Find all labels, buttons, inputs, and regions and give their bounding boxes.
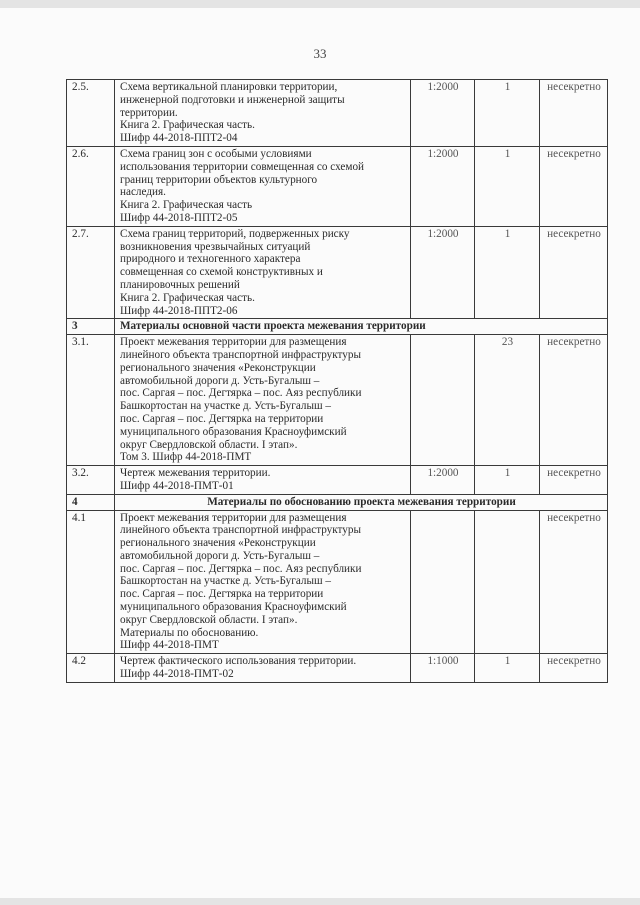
item-sheet-count: 23 [475, 335, 540, 466]
item-scale [411, 510, 475, 654]
description-line: регионального значения «Реконструкции [120, 361, 316, 374]
description-line: Материалы по обоснованию. [120, 626, 259, 639]
item-secrecy: несекретно [540, 654, 608, 683]
item-sheet-count: 1 [475, 80, 540, 147]
item-number: 4.1 [67, 510, 115, 654]
description-line: Проект межевания территории для размещения [120, 336, 347, 349]
description-line: автомобильной дороги д. Усть-Бугалыш – [120, 549, 320, 562]
description-line: округ Свердловской области. I этап». [120, 438, 298, 451]
description-line: Шифр 44-2018-ПМТ [120, 639, 219, 652]
section-number: 4 [67, 494, 115, 510]
item-sheet-count [475, 510, 540, 654]
item-number: 4.2 [67, 654, 115, 683]
description-line: муниципального образования Красноуфимский [120, 425, 347, 438]
section-number: 3 [67, 319, 115, 335]
item-scale: 1:2000 [411, 146, 475, 226]
description-line: использования территории совмещенная со схемой [120, 160, 365, 173]
description-line: природного и техногенного характера [120, 253, 301, 266]
description-line: Башкортостан на участке д. Усть-Бугалыш – [120, 575, 332, 588]
item-number: 3.1. [67, 335, 115, 466]
section-title: Материалы основной части проекта межевания территории [115, 319, 608, 335]
description-line: пос. Саргая – пос. Дегтярка на территории [120, 412, 324, 425]
description-line: Чертеж межевания территории. [120, 467, 271, 480]
item-sheet-count: 1 [475, 226, 540, 319]
description-line: пос. Саргая – пос. Дегтярка на территории [120, 588, 324, 601]
item-number: 2.5. [67, 80, 115, 147]
description-line: совмещенная со схемой конструктивных и [120, 266, 323, 279]
item-sheet-count: 1 [475, 466, 540, 495]
item-scale: 1:2000 [411, 226, 475, 319]
description-line: автомобильной дороги д. Усть-Бугалыш – [120, 374, 320, 387]
item-secrecy: несекретно [540, 466, 608, 495]
item-description [115, 80, 411, 147]
description-line: наследия. [120, 186, 166, 199]
description-line: муниципального образования Красноуфимский [120, 601, 347, 614]
description-line: Схема вертикальной планировки территории, [120, 81, 338, 93]
item-description [115, 466, 411, 495]
description-line: возникновения чрезвычайных ситуаций [120, 240, 311, 253]
item-description [115, 335, 411, 466]
item-description [115, 654, 411, 683]
description-line: границ территории объектов культурного [120, 173, 318, 186]
item-scale: 1:2000 [411, 80, 475, 147]
description-line: Шифр 44-2018-ППТ2-04 [120, 132, 238, 145]
description-line: Книга 2. Графическая часть. [120, 119, 255, 132]
item-description [115, 146, 411, 226]
description-line: регионального значения «Реконструкции [120, 537, 316, 550]
item-sheet-count: 1 [475, 654, 540, 683]
item-number: 3.2. [67, 466, 115, 495]
description-line: Книга 2. Графическая часть. [120, 291, 255, 304]
description-line: Шифр 44-2018-ПМТ-01 [120, 479, 234, 492]
description-line: территории. [120, 106, 178, 119]
description-line: линейного объекта транспортной инфраструктуры [120, 524, 361, 537]
description-line: Чертеж фактического использования территории. [120, 655, 357, 668]
description-line: пос. Саргая – пос. Дегтярка – пос. Аяз республики [120, 387, 362, 400]
description-line: Шифр 44-2018-ППТ2-05 [120, 211, 238, 224]
item-secrecy: несекретно [540, 510, 608, 654]
description-line: Шифр 44-2018-ПМТ-02 [120, 668, 234, 681]
description-line: округ Свердловской области. I этап». [120, 613, 298, 626]
description-line: инженерной подготовки и инженерной защиты [120, 93, 345, 106]
table-row [67, 466, 608, 495]
description-line: Схема границ зон с особыми условиями [120, 147, 312, 160]
table-row [67, 654, 608, 683]
item-secrecy: несекретно [540, 226, 608, 319]
section-title: Материалы по обоснованию проекта межевания территории [115, 494, 608, 510]
description-line: линейного объекта транспортной инфраструктуры [120, 348, 361, 361]
item-description [115, 226, 411, 319]
description-line: пос. Саргая – пос. Дегтярка – пос. Аяз республики [120, 562, 362, 575]
item-number: 2.6. [67, 146, 115, 226]
documents-table [66, 79, 608, 683]
description-line: Башкортостан на участке д. Усть-Бугалыш – [120, 400, 332, 413]
description-line: Схема границ территорий, подверженных риску [120, 227, 350, 240]
table-row [67, 510, 608, 654]
description-line: Шифр 44-2018-ППТ2-06 [120, 304, 238, 317]
document-page [0, 8, 640, 898]
page-number: 33 [313, 46, 327, 61]
description-line: Книга 2. Графическая часть [120, 199, 253, 212]
item-scale: 1:1000 [411, 654, 475, 683]
description-line: Том 3. Шифр 44-2018-ПМТ [120, 451, 252, 464]
section-header-row [67, 319, 608, 335]
item-secrecy: несекретно [540, 146, 608, 226]
item-secrecy: несекретно [540, 80, 608, 147]
table-row [67, 226, 608, 319]
description-line: Проект межевания территории для размещения [120, 511, 347, 524]
documents-table-body [67, 80, 608, 683]
table-row [67, 146, 608, 226]
item-number: 2.7. [67, 226, 115, 319]
item-scale [411, 335, 475, 466]
description-line: планировочных решений [120, 278, 240, 291]
item-secrecy: несекретно [540, 335, 608, 466]
table-row [67, 80, 608, 147]
table-row [67, 335, 608, 466]
item-description [115, 510, 411, 654]
item-sheet-count: 1 [475, 146, 540, 226]
section-header-row [67, 494, 608, 510]
item-scale: 1:2000 [411, 466, 475, 495]
